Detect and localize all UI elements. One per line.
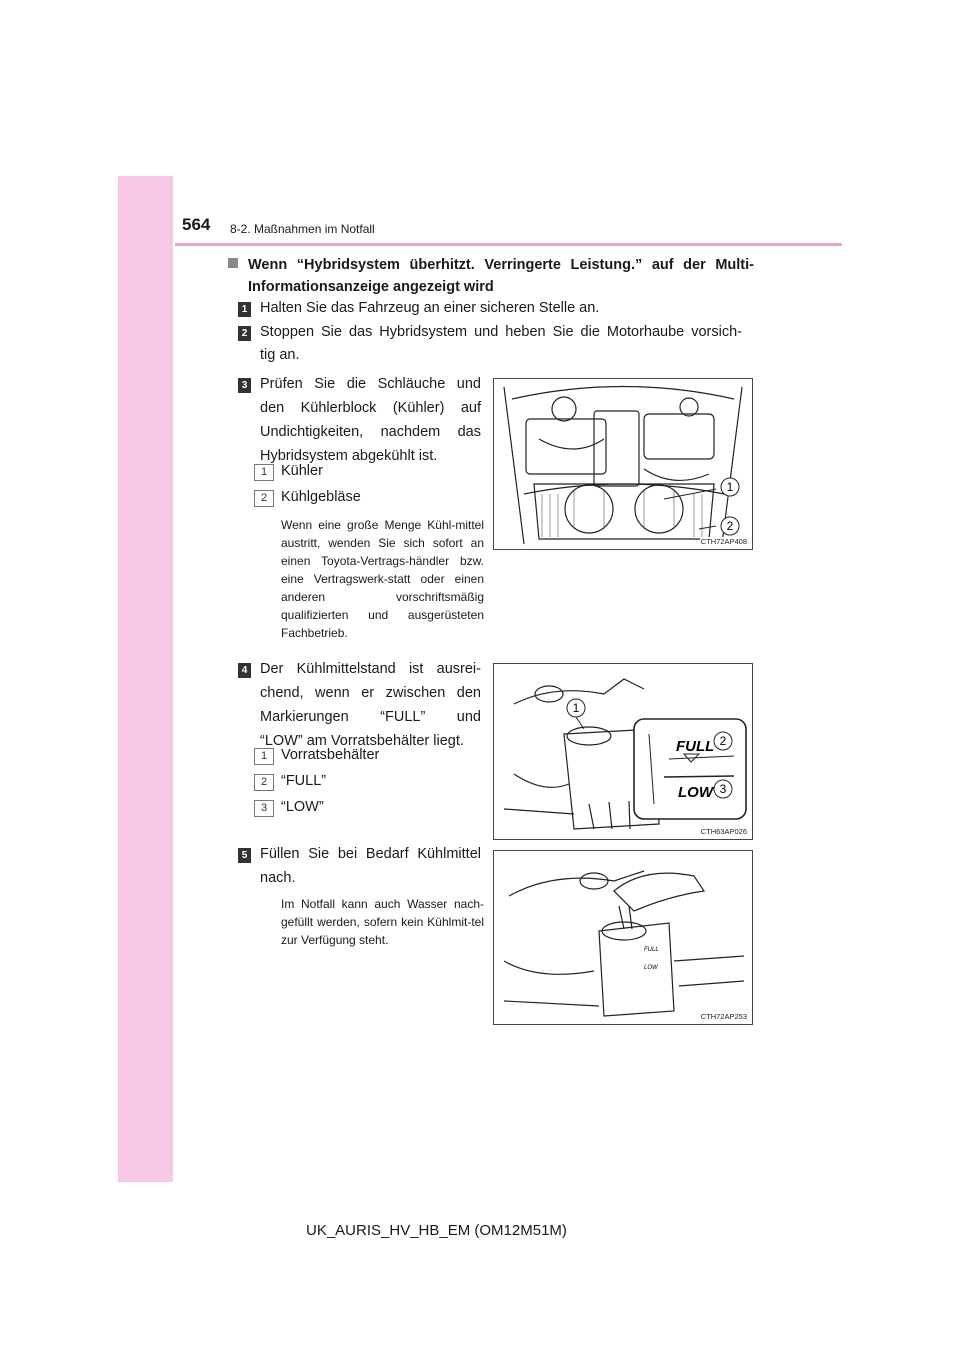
mark-full: FULL: [676, 738, 715, 755]
step-3-note: Wenn eine große Menge Kühl-mittel austritt, wenden Sie sich sofort an einen Toyota-Vertrags-händler bzw. eine Vertragswerk-statt oder einen anderen vorschriftsmäßig qualifizierten und ausgerüsteten Fachbetrieb.: [281, 518, 484, 640]
mark-full: FULL: [644, 947, 659, 953]
document-footer: UK_AURIS_HV_HB_EM (OM12M51M): [306, 1222, 567, 1239]
item-label-reservoir: Vorratsbehälter: [281, 747, 380, 763]
section-title: 8-2. Maßnahmen im Notfall: [230, 222, 375, 236]
figure-refill-coolant: [493, 850, 753, 1025]
figure-engine-bay: [493, 378, 753, 550]
callout-label: 1: [726, 480, 734, 494]
square-bullet-icon: [228, 258, 238, 268]
item-label-radiator: Kühler: [281, 463, 323, 479]
figure-coolant-reservoir: [493, 663, 753, 840]
coolant-reservoir-illustration: [494, 664, 752, 839]
figure-code: CTH63AP026: [700, 827, 747, 836]
callout-label: 3: [719, 782, 727, 796]
mark-low: LOW: [644, 965, 658, 971]
heading-line-1: Wenn “Hybridsystem überhitzt. Verringerte Leistung.” auf der Multi-: [248, 257, 754, 273]
step-number-2: 2: [238, 326, 251, 341]
step-3-line: den Kühlerblock (Kühler) auf: [260, 400, 481, 416]
step-4-line: chend, wenn er zwischen den: [260, 685, 481, 701]
chapter-sidebar-tab: [118, 176, 173, 1182]
engine-bay-illustration: [494, 379, 752, 549]
callout-number: 1: [254, 464, 274, 481]
step-2-line-2: tig an.: [260, 347, 300, 363]
item-label-full: “FULL”: [281, 773, 327, 789]
refill-coolant-illustration: [494, 851, 752, 1024]
callout-number: 3: [254, 800, 274, 817]
step-number-3: 3: [238, 378, 251, 393]
mark-low: LOW: [678, 784, 713, 801]
callout-number: 2: [254, 490, 274, 507]
step-4-line: “LOW” am Vorratsbehälter liegt.: [260, 733, 464, 749]
step-3-line: Undichtigkeiten, nachdem das: [260, 424, 481, 440]
step-number-5: 5: [238, 848, 251, 863]
step-5-line: nach.: [260, 870, 296, 886]
step-3-line: Hybridsystem abgekühlt ist.: [260, 448, 438, 464]
step-2-line-1: Stoppen Sie das Hybridsystem und heben Sie die Motorhaube vorsich-: [260, 324, 742, 340]
callout-number: 1: [254, 748, 274, 765]
heading-line-2: Informationsanzeige angezeigt wird: [248, 279, 494, 295]
callout-label: 1: [572, 701, 580, 715]
step-number-4: 4: [238, 663, 251, 678]
step-number-1: 1: [238, 302, 251, 317]
figure-code: CTH72AP253: [700, 1012, 747, 1021]
step-4-line: Markierungen “FULL” und: [260, 709, 481, 725]
item-label-low: “LOW”: [281, 799, 324, 815]
header-rule: [175, 243, 842, 246]
callout-label: 2: [719, 734, 727, 748]
step-3-line: Prüfen Sie die Schläuche und: [260, 376, 481, 392]
item-label-cooling-fan: Kühlgebläse: [281, 489, 361, 505]
page-number: 564: [182, 215, 211, 234]
step-4-line: Der Kühlmittelstand ist ausrei-: [260, 661, 481, 677]
step-5-note: Im Notfall kann auch Wasser nach-gefüllt werden, sofern kein Kühlmit-tel zur Verfügung steht.: [281, 897, 484, 947]
step-1-text: Halten Sie das Fahrzeug an einer sicheren Stelle an.: [260, 300, 600, 316]
figure-code: CTH72AP408: [700, 537, 747, 546]
section-heading: [228, 254, 754, 298]
callout-label: 2: [726, 519, 734, 533]
callout-number: 2: [254, 774, 274, 791]
step-5-line: Füllen Sie bei Bedarf Kühlmittel: [260, 846, 481, 862]
